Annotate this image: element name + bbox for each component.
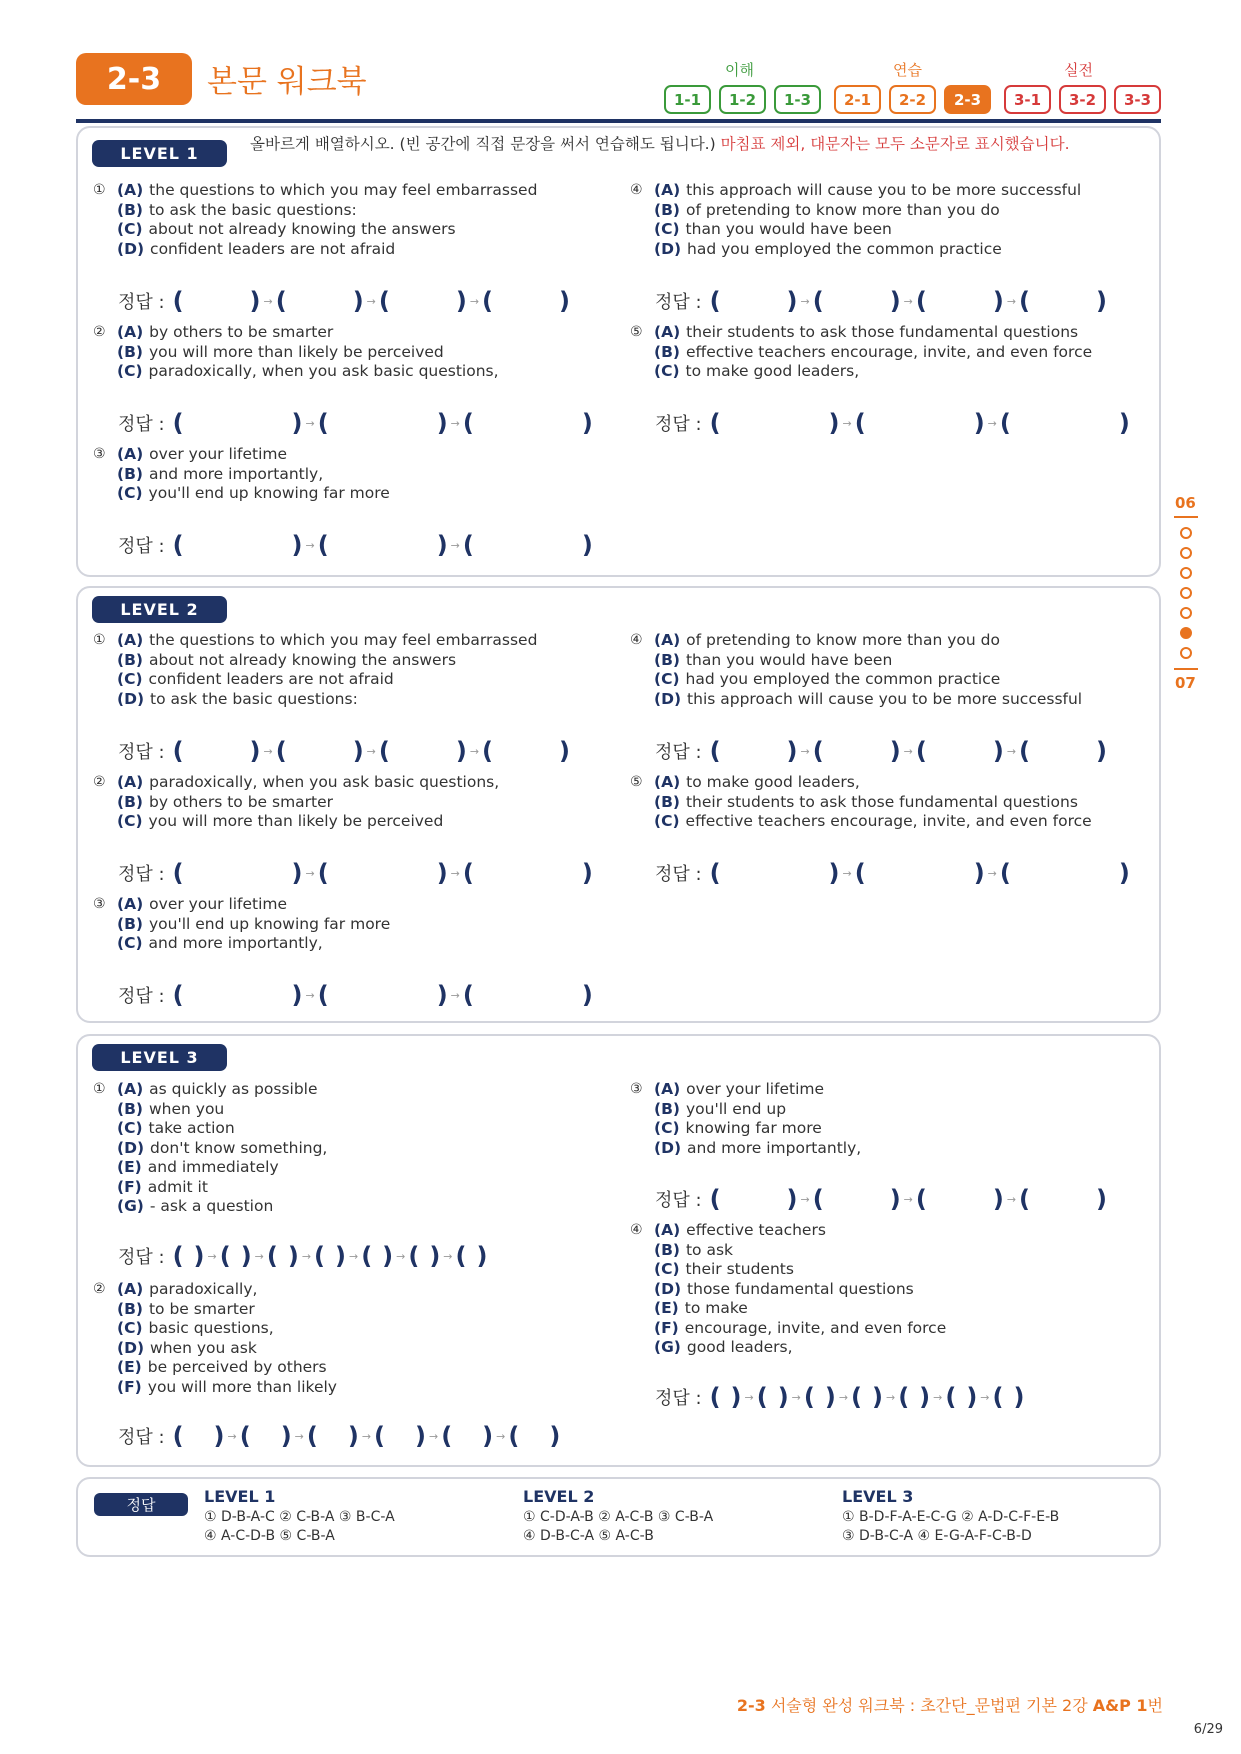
- item-text: of pretending to know more than you do: [685, 200, 1000, 219]
- problem-number: ②: [93, 774, 106, 790]
- answer-label: 정답 :: [118, 1247, 165, 1268]
- item-label: (C): [654, 1119, 680, 1137]
- problem: [630, 1221, 946, 1358]
- problem-number: ④: [630, 632, 643, 648]
- item-label: (D): [654, 239, 682, 258]
- step-3-2[interactable]: 3-2: [1059, 85, 1106, 114]
- item-label: (B): [654, 342, 680, 361]
- footer-section: 2-3: [736, 1696, 766, 1715]
- section-badge: 2-3: [76, 53, 192, 105]
- item-label: (A): [654, 323, 681, 341]
- item-text: effective teachers: [686, 1221, 826, 1239]
- item-label: (C): [117, 934, 143, 952]
- answer-key-line: ④ A-C-D-B ⑤ C-B-A: [204, 1528, 335, 1544]
- item-text: over your lifetime: [149, 445, 288, 463]
- item-label: (C): [117, 362, 143, 380]
- answer-key-level1: [204, 1487, 395, 1546]
- item-text: their students to ask those fundamental questions: [685, 792, 1078, 811]
- item-label: (B): [654, 200, 680, 219]
- level1-instruction: [250, 134, 1145, 154]
- item-label: (A): [117, 323, 144, 341]
- answer-key-heading: LEVEL 2: [523, 1487, 595, 1506]
- item-text: over your lifetime: [686, 1080, 825, 1098]
- item-text: by others to be smarter: [148, 792, 334, 811]
- item-label: (A): [117, 631, 144, 649]
- problem-number: ①: [93, 1081, 106, 1097]
- answer-row[interactable]: 정답 : ( ) → ( ) → ( ) → ( ) → ( ) → ( ) → ( ): [118, 1242, 488, 1270]
- side-nav-07[interactable]: 07: [1175, 674, 1196, 692]
- problem: [93, 773, 499, 832]
- item-text: be perceived by others: [147, 1358, 327, 1376]
- problem: [630, 1080, 861, 1158]
- instruction-text: 올바르게 배열하시오. (빈 공간에 직접 문장을 써서 연습해도 됩니다.): [250, 135, 716, 153]
- answer-row[interactable]: 정답 : ( ) → ( ) → ( ) → ( ): [118, 737, 570, 765]
- side-nav-dot[interactable]: [1180, 567, 1192, 579]
- item-text: effective teachers encourage, invite, and even force: [685, 812, 1092, 830]
- problem: [93, 181, 537, 259]
- item-text: about not already knowing the answers: [148, 220, 456, 238]
- item-text: paradoxically, when you ask basic questions,: [149, 773, 500, 791]
- answer-label: 정답 :: [118, 742, 165, 763]
- problem-number: ⑤: [630, 774, 643, 790]
- side-nav-divider: [1174, 516, 1198, 518]
- item-text: than you would have been: [685, 220, 892, 238]
- item-text: of pretending to know more than you do: [686, 631, 1000, 649]
- item-label: (C): [117, 484, 143, 502]
- item-label: (E): [117, 1358, 142, 1376]
- item-label: (C): [654, 812, 680, 830]
- side-nav-dot[interactable]: [1180, 547, 1192, 559]
- answer-row[interactable]: 정답 : ( ) → ( ) → ( ): [118, 859, 593, 887]
- item-text: over your lifetime: [149, 895, 288, 913]
- problem: [93, 323, 499, 382]
- answer-key-badge: 정답: [94, 1493, 188, 1516]
- item-label: (E): [654, 1299, 679, 1317]
- item-text: those fundamental questions: [687, 1279, 914, 1298]
- group-label-practice: 연습: [893, 61, 922, 79]
- level2-badge: LEVEL 2: [92, 596, 227, 623]
- side-nav-dot[interactable]: [1180, 607, 1192, 619]
- side-nav-dot[interactable]: [1180, 647, 1192, 659]
- answer-row[interactable]: 정답 : ( ) → ( ) → ( ): [118, 409, 593, 437]
- item-text: admit it: [147, 1177, 208, 1196]
- answer-label: 정답 :: [118, 1427, 165, 1448]
- answer-row[interactable]: 정답 : ( ) → ( ) → ( ) → ( ) → ( ) → ( ): [118, 1422, 561, 1450]
- answer-row[interactable]: 정답 : ( ) → ( ) → ( ) → ( ): [655, 287, 1107, 315]
- item-text: the questions to which you may feel embarrassed: [149, 181, 538, 199]
- answer-key-heading: LEVEL 1: [204, 1487, 276, 1506]
- item-label: (A): [117, 1280, 144, 1298]
- item-label: (F): [117, 1177, 142, 1196]
- answer-label: 정답 :: [118, 536, 165, 557]
- item-text: you will more than likely be perceived: [148, 342, 444, 361]
- item-text: good leaders,: [686, 1338, 793, 1356]
- item-label: (A): [654, 773, 681, 791]
- item-text: and immediately: [147, 1158, 279, 1176]
- problem-number: ⑤: [630, 324, 643, 340]
- answer-row[interactable]: 정답 : ( ) → ( ) → ( ) → ( ): [655, 1185, 1107, 1213]
- answer-label: 정답 :: [118, 864, 165, 885]
- group-label-real: 실전: [1064, 61, 1093, 79]
- item-text: you'll end up: [685, 1099, 787, 1118]
- item-text: this approach will cause you to be more successful: [686, 181, 1082, 199]
- step-1-3[interactable]: 1-3: [774, 85, 821, 114]
- answer-label: 정답 :: [655, 864, 702, 885]
- problem-number: ②: [93, 1281, 106, 1297]
- item-label: (B): [654, 792, 680, 811]
- item-text: and more importantly,: [148, 464, 324, 483]
- item-text: to ask: [685, 1240, 734, 1259]
- item-text: you will more than likely: [147, 1377, 337, 1396]
- item-text: their students: [685, 1260, 794, 1278]
- item-text: encourage, invite, and even force: [684, 1318, 947, 1337]
- item-text: to ask the basic questions:: [150, 689, 358, 708]
- instruction-note: 마침표 제외, 대문자는 모두 소문자로 표시했습니다.: [715, 135, 1070, 153]
- item-label: (C): [654, 220, 680, 238]
- problem: [630, 773, 1092, 832]
- step-3-3[interactable]: 3-3: [1114, 85, 1161, 114]
- item-text: when you ask: [150, 1338, 257, 1357]
- answer-label: 정답 :: [655, 292, 702, 313]
- footer-suffix: 번: [1147, 1696, 1163, 1715]
- item-text: to make good leaders,: [685, 362, 860, 380]
- item-label: (B): [117, 792, 143, 811]
- level3-badge: LEVEL 3: [92, 1044, 227, 1071]
- item-text: and more importantly,: [148, 934, 323, 952]
- item-label: (C): [654, 1260, 680, 1278]
- step-3-1[interactable]: 3-1: [1004, 85, 1051, 114]
- answer-row[interactable]: 정답 : ( ) → ( ) → ( ): [655, 859, 1130, 887]
- item-label: (G): [654, 1338, 681, 1356]
- item-label: (A): [117, 1080, 144, 1098]
- item-text: basic questions,: [148, 1319, 274, 1337]
- item-label: (B): [654, 650, 680, 669]
- problem-number: ①: [93, 182, 106, 198]
- footer-bold: A&P 1: [1092, 1696, 1148, 1715]
- problem-number: ④: [630, 182, 643, 198]
- side-nav-06[interactable]: 06: [1175, 494, 1196, 512]
- group-label-understand: 이해: [725, 61, 754, 79]
- item-text: as quickly as possible: [149, 1080, 318, 1098]
- header-divider: [76, 119, 1161, 123]
- item-label: (D): [654, 1279, 682, 1298]
- item-text: effective teachers encourage, invite, and even force: [685, 342, 1093, 361]
- problem: [93, 1080, 327, 1217]
- item-label: (B): [117, 914, 143, 933]
- item-label: (A): [117, 445, 144, 463]
- item-label: (C): [654, 362, 680, 380]
- item-label: (G): [117, 1197, 144, 1215]
- problem: [93, 895, 390, 954]
- item-label: (A): [654, 1221, 681, 1239]
- item-text: their students to ask those fundamental questions: [686, 323, 1079, 341]
- item-text: than you would have been: [685, 650, 893, 669]
- side-nav-dot[interactable]: [1180, 587, 1192, 599]
- answer-row[interactable]: 정답 : ( ) → ( ) → ( ) → ( ): [655, 737, 1107, 765]
- answer-row[interactable]: 정답 : ( ) → ( ) → ( ): [118, 531, 593, 559]
- item-label: (C): [117, 1319, 143, 1337]
- item-label: (B): [117, 200, 143, 219]
- item-label: (A): [117, 181, 144, 199]
- item-label: (F): [117, 1377, 142, 1396]
- footer-text: 서술형 완성 워크북 : 초간단_문법편 기본 2강: [765, 1696, 1093, 1715]
- item-text: had you employed the common practice: [685, 670, 1001, 688]
- page-number: 6/29: [1193, 1722, 1223, 1737]
- side-nav-dot[interactable]: [1180, 527, 1192, 539]
- answer-row[interactable]: 정답 : ( ) → ( ) → ( ): [655, 409, 1130, 437]
- item-label: (A): [654, 1080, 681, 1098]
- answer-key-line: ④ D-B-C-A ⑤ A-C-B: [523, 1528, 654, 1544]
- item-label: (A): [117, 773, 144, 791]
- item-label: (D): [117, 239, 145, 258]
- item-label: (C): [654, 670, 680, 688]
- level1-badge: LEVEL 1: [92, 140, 227, 167]
- step-2-3-active[interactable]: 2-3: [944, 85, 991, 114]
- problem: [630, 631, 1082, 709]
- item-text: confident leaders are not afraid: [150, 239, 396, 258]
- footer-caption: [737, 1693, 1163, 1716]
- item-label: (D): [654, 689, 682, 708]
- problem-number: ①: [93, 632, 106, 648]
- side-nav-dot-active[interactable]: [1180, 627, 1192, 639]
- problem: [93, 631, 537, 709]
- item-text: take action: [148, 1119, 235, 1137]
- problem-number: ③: [93, 446, 106, 462]
- answer-label: 정답 :: [655, 1388, 702, 1409]
- item-text: you will more than likely be perceived: [148, 812, 444, 830]
- item-label: (B): [654, 1099, 680, 1118]
- answer-key-level3: [842, 1487, 1059, 1546]
- problem-number: ③: [93, 896, 106, 912]
- item-text: the questions to which you may feel embarrassed: [149, 631, 538, 649]
- item-label: (F): [654, 1318, 679, 1337]
- item-text: by others to be smarter: [149, 323, 334, 341]
- item-label: (E): [117, 1158, 142, 1176]
- answer-label: 정답 :: [118, 292, 165, 313]
- problem-number: ②: [93, 324, 106, 340]
- item-label: (D): [117, 1338, 145, 1357]
- item-label: (B): [117, 342, 143, 361]
- item-text: had you employed the common practice: [687, 239, 1002, 258]
- answer-key-level2: [523, 1487, 713, 1546]
- item-text: to ask the basic questions:: [148, 200, 357, 219]
- item-label: (C): [117, 1119, 143, 1137]
- item-text: to make: [684, 1299, 748, 1317]
- problem-number: ③: [630, 1081, 643, 1097]
- answer-label: 정답 :: [118, 986, 165, 1007]
- answer-label: 정답 :: [655, 1190, 702, 1211]
- item-label: (D): [117, 689, 145, 708]
- item-label: (A): [654, 181, 681, 199]
- problem: [630, 323, 1092, 382]
- answer-row[interactable]: 정답 : ( ) → ( ) → ( ) → ( ) → ( ) → ( ) → ( ): [655, 1383, 1025, 1411]
- item-text: knowing far more: [685, 1119, 822, 1137]
- step-2-1[interactable]: 2-1: [834, 85, 881, 114]
- item-label: (D): [117, 1138, 145, 1157]
- item-text: you'll end up knowing far more: [148, 484, 390, 502]
- problem: [93, 1280, 337, 1397]
- problem: [93, 445, 390, 504]
- item-label: (B): [117, 1299, 143, 1318]
- item-text: you'll end up knowing far more: [148, 914, 391, 933]
- step-2-2[interactable]: 2-2: [889, 85, 936, 114]
- item-text: and more importantly,: [687, 1138, 862, 1157]
- item-label: (C): [117, 670, 143, 688]
- item-text: paradoxically,: [149, 1280, 258, 1298]
- problem-number: ④: [630, 1222, 643, 1238]
- answer-label: 정답 :: [118, 414, 165, 435]
- item-label: (C): [117, 812, 143, 830]
- answer-key-line: ① B-D-F-A-E-C-G ② A-D-C-F-E-B: [842, 1509, 1060, 1525]
- item-text: paradoxically, when you ask basic questions,: [148, 362, 499, 380]
- answer-key-line: ① C-D-A-B ② A-C-B ③ C-B-A: [523, 1509, 714, 1525]
- item-label: (B): [117, 1099, 143, 1118]
- answer-key-line: ③ D-B-C-A ④ E-G-A-F-C-B-D: [842, 1528, 1032, 1544]
- problem: [630, 181, 1081, 259]
- item-label: (B): [117, 464, 143, 483]
- answer-row[interactable]: 정답 : ( ) → ( ) → ( ): [118, 981, 593, 1009]
- page-title: 본문 워크북: [207, 64, 367, 100]
- item-text: about not already knowing the answers: [148, 650, 457, 669]
- step-1-1[interactable]: 1-1: [664, 85, 711, 114]
- item-text: when you: [148, 1099, 225, 1118]
- item-label: (A): [117, 895, 144, 913]
- answer-row[interactable]: 정답 : ( ) → ( ) → ( ) → ( ): [118, 287, 570, 315]
- answer-label: 정답 :: [655, 414, 702, 435]
- item-text: confident leaders are not afraid: [148, 670, 394, 688]
- item-label: (D): [654, 1138, 682, 1157]
- item-text: to be smarter: [148, 1299, 255, 1318]
- item-text: - ask a question: [149, 1197, 274, 1215]
- answer-label: 정답 :: [655, 742, 702, 763]
- step-1-2[interactable]: 1-2: [719, 85, 766, 114]
- item-label: (B): [654, 1240, 680, 1259]
- item-label: (A): [654, 631, 681, 649]
- item-text: this approach will cause you to be more successful: [687, 689, 1083, 708]
- item-text: don't know something,: [150, 1138, 328, 1157]
- item-text: to make good leaders,: [686, 773, 860, 791]
- side-nav-divider: [1174, 668, 1198, 670]
- item-label: (C): [117, 220, 143, 238]
- answer-key-line: ① D-B-A-C ② C-B-A ③ B-C-A: [204, 1509, 395, 1525]
- item-label: (B): [117, 650, 143, 669]
- answer-key-heading: LEVEL 3: [842, 1487, 914, 1506]
